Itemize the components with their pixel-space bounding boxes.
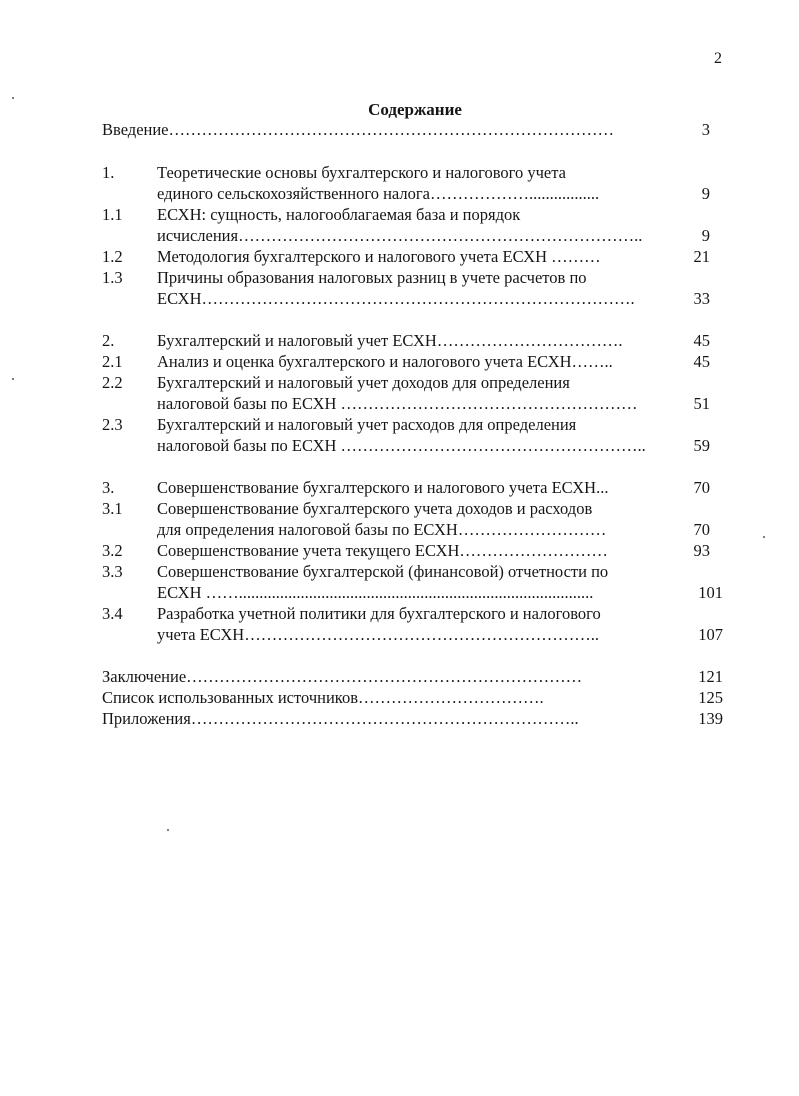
toc-section-number: 3.1 (102, 499, 123, 518)
toc-entry-text: налоговой базы по ЕСХН ……………………………………………….. (157, 436, 646, 455)
toc-page-number: 107 (698, 625, 723, 644)
toc-entry-text: налоговой базы по ЕСХН ……………………………………………… (157, 394, 638, 413)
scan-speck (763, 536, 765, 538)
toc-page-number: 139 (698, 709, 723, 728)
toc-entry-text: учета ЕСХН……………………………………………………….. (157, 625, 599, 644)
toc-entry-text: единого сельскохозяйственного налога………………................. (157, 184, 600, 203)
toc-entry-text: Совершенствование бухгалтерского учета доходов и расходов (157, 499, 593, 518)
toc-page-number: 70 (693, 520, 710, 539)
toc-page-number: 3 (701, 120, 710, 139)
toc-page-number: 21 (693, 247, 710, 266)
toc-section-number: 2.3 (102, 415, 123, 434)
toc-section-number: 1. (102, 163, 115, 182)
toc-page-number: 45 (693, 352, 710, 371)
toc-entry-text: Заключение……………………………………………………………… (102, 667, 583, 686)
toc-entry-text: Бухгалтерский и налоговый учет расходов для определения (157, 415, 577, 434)
toc-entry-text: Теоретические основы бухгалтерского и налогового учета (157, 163, 566, 182)
toc-entry-text: Бухгалтерский и налоговый учет ЕСХН……………………………. (157, 331, 623, 350)
toc-section-number: 1.3 (102, 268, 123, 287)
toc-entry-text: Список использованных источников……………………………. (102, 688, 544, 707)
toc-section-number: 2. (102, 331, 115, 350)
toc-section-number: 2.1 (102, 352, 123, 371)
toc-page-number: 9 (701, 226, 710, 245)
toc-page-number: 9 (701, 184, 710, 203)
toc-entry-text: Методология бухгалтерского и налогового учета ЕСХН ……… (157, 247, 601, 266)
page-number: 2 (714, 50, 722, 67)
toc-entry-text: для определения налоговой базы по ЕСХН……………………… (157, 520, 607, 539)
toc-page-number: 51 (693, 394, 710, 413)
toc-section-number: 2.2 (102, 373, 123, 392)
toc-page-number: 125 (698, 688, 723, 707)
toc-section-number: 3. (102, 478, 115, 497)
toc-page-number: 101 (698, 583, 723, 602)
scan-speck (12, 97, 14, 99)
toc-page-number: 70 (693, 478, 710, 497)
toc-entry-text: Введение……………………………………………………………………… (102, 120, 615, 139)
toc-entry-text: Совершенствование учета текущего ЕСХН……………………… (157, 541, 608, 560)
toc-page-number: 33 (693, 289, 710, 308)
toc-entry-text: Разработка учетной политики для бухгалтерского и налогового (157, 604, 601, 623)
toc-page-number: 59 (693, 436, 710, 455)
toc-entry-text: ЕСХН: сущность, налогооблагаемая база и порядок (157, 205, 521, 224)
toc-page-number: 45 (693, 331, 710, 350)
toc-entry-text: Анализ и оценка бухгалтерского и налогового учета ЕСХН…….. (157, 352, 613, 371)
toc-section-number: 3.2 (102, 541, 123, 560)
toc-entry-text: Совершенствование бухгалтерского и налогового учета ЕСХН... (157, 478, 609, 497)
toc-entry-text: Совершенствование бухгалтерской (финансовой) отчетности по (157, 562, 609, 581)
toc-entry-text: исчисления……………………………………………………………….. (157, 226, 643, 245)
toc-page-number: 121 (698, 667, 723, 686)
toc-page-number: 93 (693, 541, 710, 560)
toc-section-number: 1.1 (102, 205, 123, 224)
toc-entry-text: ЕСХН ……...................................................................................... (157, 583, 594, 602)
page-title: Содержание (368, 100, 462, 119)
toc-section-number: 3.4 (102, 604, 123, 623)
toc-entry-text: Приложения…………………………………………………………….. (102, 709, 579, 728)
toc-entry-text: Причины образования налоговых разниц в учете расчетов по (157, 268, 587, 287)
toc-section-number: 3.3 (102, 562, 123, 581)
toc-entry-text: ЕСХН……………………………………………………………………. (157, 289, 635, 308)
toc-section-number: 1.2 (102, 247, 123, 266)
toc-entry-text: Бухгалтерский и налоговый учет доходов для определения (157, 373, 570, 392)
scan-speck (12, 378, 14, 380)
scan-speck (167, 829, 169, 831)
